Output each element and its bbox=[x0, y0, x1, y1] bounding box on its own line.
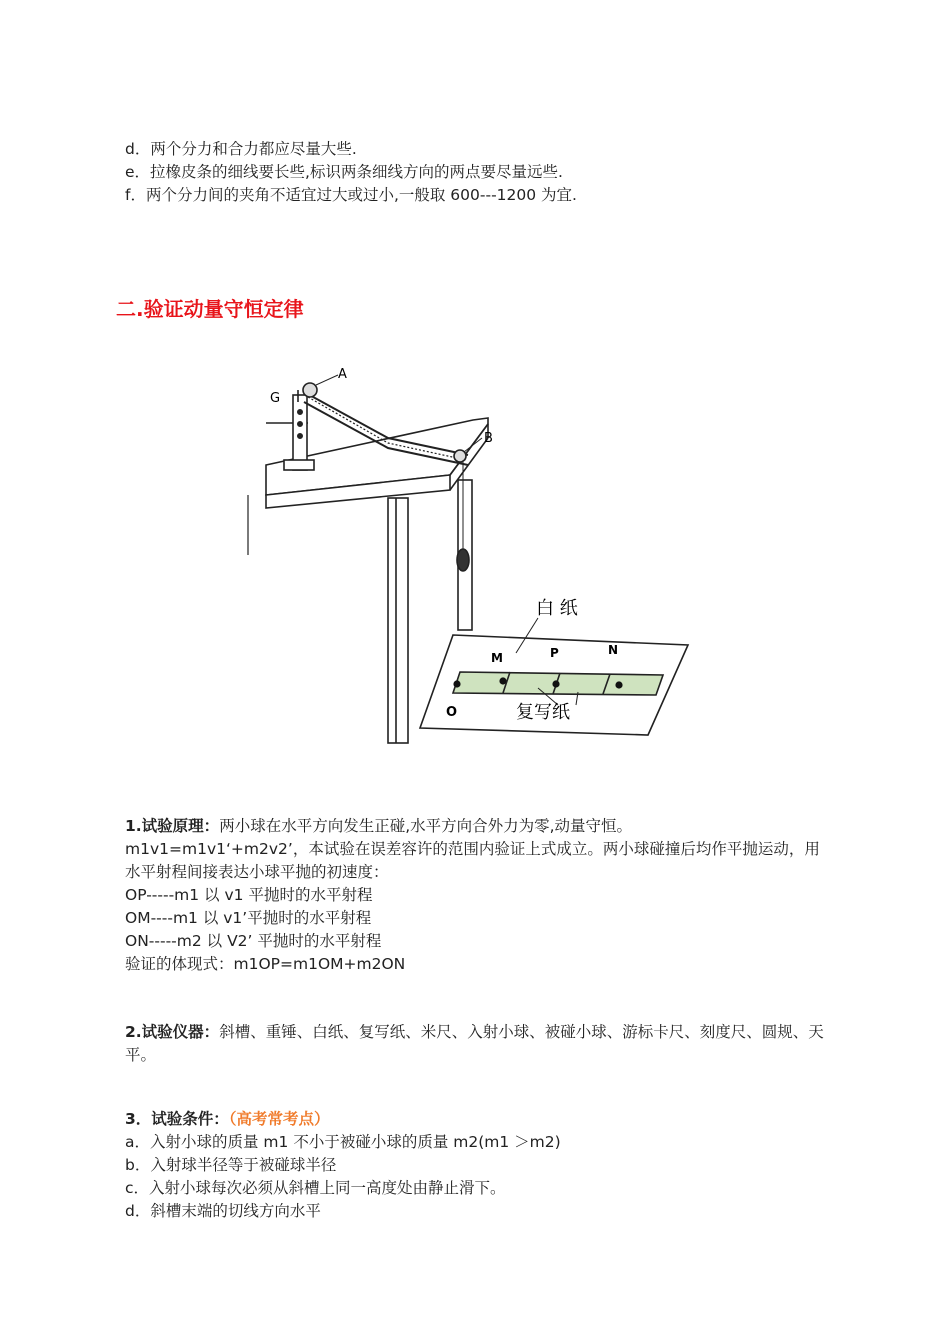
top-item-f: f．两个分力间的夹角不适宜过大或过小,一般取 600---1200 为宜. bbox=[125, 186, 577, 204]
condition-b: b．入射球半径等于被碰球半径 bbox=[125, 1156, 337, 1174]
conditions-label: 3．试验条件： bbox=[125, 1110, 229, 1128]
label-m: M bbox=[491, 651, 503, 665]
label-p: P bbox=[550, 646, 559, 660]
condition-a: a．入射小球的质量 m1 不小于被碰小球的质量 m2(m1 ＞m2) bbox=[125, 1133, 561, 1151]
principle-line-on: ON-----m2 以 V2’ 平抛时的水平射程 bbox=[125, 932, 382, 950]
label-b: B bbox=[484, 431, 493, 446]
principle-intro: 两小球在水平方向发生正碰,水平方向合外力为零,动量守恒。 bbox=[219, 817, 633, 835]
condition-d: d．斜槽末端的切线方向水平 bbox=[125, 1202, 321, 1220]
principle-label: 1.试验原理： bbox=[125, 817, 220, 835]
instruments-label: 2.试验仪器： bbox=[125, 1023, 220, 1041]
principle-first-line bbox=[125, 815, 632, 838]
instruments-text: 斜槽、重锤、白纸、复写纸、米尺、入射小球、被碰小球、游标卡尺、刻度尺、圆规、天平。 bbox=[125, 1023, 824, 1064]
label-carbon-paper: 复写纸 bbox=[516, 702, 570, 723]
label-n: N bbox=[608, 643, 619, 657]
section-heading: 二.验证动量守恒定律 bbox=[116, 297, 304, 321]
principle-line-om: OM----m1 以 v1’平抛时的水平射程 bbox=[125, 909, 372, 927]
top-item-e: e．拉橡皮条的细线要长些,标识两条细线方向的两点要尽量远些. bbox=[125, 163, 563, 181]
principle-body: m1v1=m1v1‘+m2v2’，本试验在误差容许的范围内验证上式成立。两小球碰撞后均作平抛运动，用水平射程间接表达小球平抛的初速度： bbox=[125, 840, 820, 881]
condition-c: c．入射小球每次必须从斜槽上同一高度处由静止滑下。 bbox=[125, 1179, 506, 1197]
label-a: A bbox=[338, 367, 347, 382]
label-white-paper: 白 纸 bbox=[536, 598, 578, 619]
apparatus-figure bbox=[238, 360, 693, 752]
top-item-d: d．两个分力和合力都应尽量大些. bbox=[125, 140, 357, 158]
conditions-note: （高考常考点） bbox=[228, 1110, 330, 1128]
principle-formula: 验证的体现式：m1OP=m1OM+m2ON bbox=[125, 955, 406, 973]
label-o: O bbox=[446, 705, 458, 720]
conditions-heading bbox=[125, 1108, 330, 1131]
label-g: G bbox=[270, 391, 281, 406]
principle-line-op: OP-----m1 以 v1 平抛时的水平射程 bbox=[125, 886, 373, 904]
instruments-paragraph bbox=[125, 1021, 830, 1067]
